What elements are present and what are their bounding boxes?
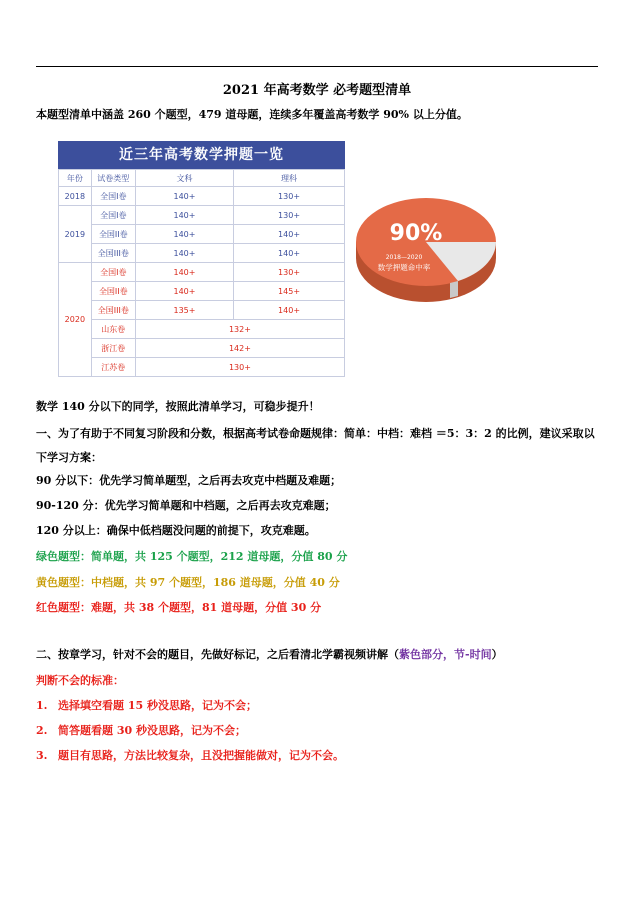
li-cell: 140+ xyxy=(234,301,345,320)
li-cell: 140+ xyxy=(234,244,345,263)
red-category: 红色题型：难题，共 38 个题型，81 道母题，分值 30 分 xyxy=(36,601,322,614)
col-li: 理科 xyxy=(234,170,345,187)
pie-years: 2018—2020 xyxy=(385,254,423,261)
p6-end: ） xyxy=(491,648,503,661)
wen-cell: 140+ xyxy=(135,187,233,206)
pie-slice-miss-side xyxy=(450,281,458,298)
plan-90-120: 90-120 分：优先学习简单题和中档题，之后再去攻克难题； xyxy=(36,499,336,512)
year-cell: 2019 xyxy=(59,206,92,263)
p6-main: 二、按章学习，针对不会的题目，先做好标记，之后看清北学霸视频讲解（ xyxy=(36,648,399,661)
merged-cell: 132+ xyxy=(135,320,344,339)
prediction-table xyxy=(58,169,345,377)
list-item: 1. 选择填空看题 15 秒没思路，记为不会； xyxy=(36,699,257,712)
green-category: 绿色题型：简单题，共 125 个题型，212 道母题，分值 80 分 xyxy=(36,550,348,563)
wen-cell: 140+ xyxy=(135,244,233,263)
table-row xyxy=(59,206,345,225)
li-cell: 145+ xyxy=(234,282,345,301)
para-p2: 一、为了有助于不同复习阶段和分数，根据高考试卷命题规律：简单：中档：难档 ＝5：3：2 的比例，建议采取以下学习方案： xyxy=(36,427,595,464)
wen-cell: 135+ xyxy=(135,301,233,320)
prediction-table-card xyxy=(58,141,345,375)
li-cell: 130+ xyxy=(234,263,345,282)
type-cell: 全国III卷 xyxy=(91,244,135,263)
wen-cell: 140+ xyxy=(135,263,233,282)
plan-over-120: 120 分以上：确保中低档题没问题的前提下，攻克难题。 xyxy=(36,524,316,537)
li-cell: 130+ xyxy=(234,206,345,225)
year-cell: 2020 xyxy=(59,263,92,377)
p6-purple: 紫色部分，节-时间 xyxy=(399,648,492,661)
hit-rate-pie xyxy=(354,180,504,310)
type-cell: 全国I卷 xyxy=(91,187,135,206)
top-rule xyxy=(36,66,598,67)
table-row xyxy=(59,282,345,301)
merged-cell: 142+ xyxy=(135,339,344,358)
type-cell: 浙江卷 xyxy=(91,339,135,358)
type-cell: 全国II卷 xyxy=(91,282,135,301)
table-row xyxy=(59,320,345,339)
type-cell: 全国II卷 xyxy=(91,225,135,244)
table-row xyxy=(59,187,345,206)
col-wen: 文科 xyxy=(135,170,233,187)
table-row xyxy=(59,339,345,358)
wen-cell: 140+ xyxy=(135,282,233,301)
table-header-row xyxy=(59,170,345,187)
type-cell: 山东卷 xyxy=(91,320,135,339)
table-row xyxy=(59,301,345,320)
pie-caption: 数学押题命中率 xyxy=(377,263,431,272)
pie-percent: 90% xyxy=(389,221,443,246)
yellow-category: 黄色题型：中档题，共 97 个题型，186 道母题，分值 40 分 xyxy=(36,576,340,589)
type-cell: 全国I卷 xyxy=(91,206,135,225)
plan-under-90: 90 分以下：优先学习简单题型，之后再去攻克中档题及难题； xyxy=(36,474,342,487)
wen-cell: 140+ xyxy=(135,206,233,225)
table-row xyxy=(59,225,345,244)
para-p1: 数学 140 分以下的同学，按照此清单学习，可稳步提升！ xyxy=(36,400,320,413)
col-year: 年份 xyxy=(59,170,92,187)
para-p6 xyxy=(36,646,503,662)
table-row xyxy=(59,263,345,282)
page-title: 2021 年高考数学 必考题型清单 xyxy=(222,83,412,98)
table-heading: 近三年高考数学押题一览 xyxy=(58,141,345,169)
list-item: 2. 简答题看题 30 秒没思路，记为不会； xyxy=(36,724,246,737)
year-cell: 2018 xyxy=(59,187,92,206)
type-cell: 全国III卷 xyxy=(91,301,135,320)
type-cell: 江苏卷 xyxy=(91,358,135,377)
type-cell: 全国I卷 xyxy=(91,263,135,282)
wen-cell: 140+ xyxy=(135,225,233,244)
intro-text: 本题型清单中涵盖 260 个题型，479 道母题，连续多年覆盖高考数学 90% 以上分值。 xyxy=(36,108,468,121)
criteria-heading: 判断不会的标准： xyxy=(36,674,124,687)
list-item: 3. 题目有思路，方法比较复杂，且没把握能做对，记为不会。 xyxy=(36,749,344,762)
merged-cell: 130+ xyxy=(135,358,344,377)
li-cell: 140+ xyxy=(234,225,345,244)
li-cell: 130+ xyxy=(234,187,345,206)
col-type: 试卷类型 xyxy=(91,170,135,187)
table-row xyxy=(59,358,345,377)
table-row xyxy=(59,244,345,263)
